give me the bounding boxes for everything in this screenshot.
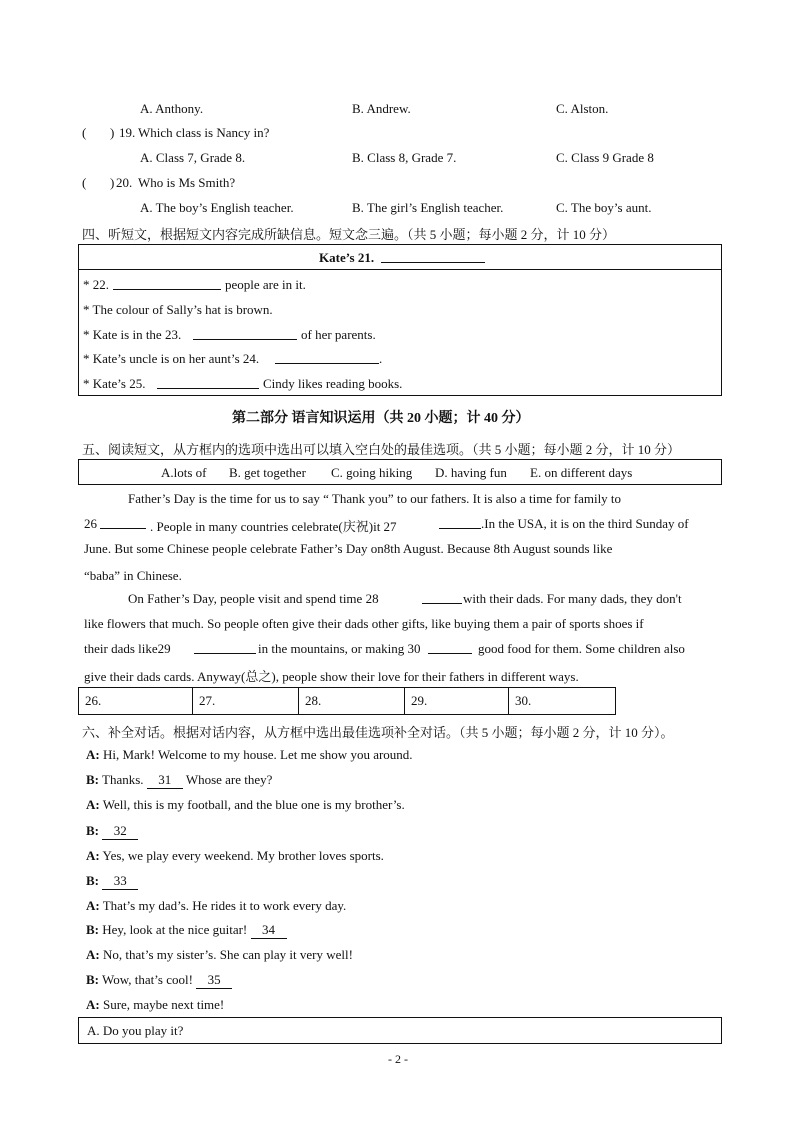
dialogue-text: Wow, that’s cool! xyxy=(102,972,193,987)
blank-34[interactable]: 34 xyxy=(251,922,287,939)
passage-p1-line2c: .In the USA, it is on the third Sunday of xyxy=(481,516,689,531)
dialogue-line xyxy=(86,797,405,813)
passage-p1-line1: Father’s Day is the time for us to say “ Thank you” to our fathers. It is also a time for family to xyxy=(128,491,622,506)
speaker: B: xyxy=(86,772,99,787)
option-a: A. Do you play it? xyxy=(87,1023,184,1038)
dialogue-line xyxy=(86,922,287,939)
q20-paren-close: ) xyxy=(110,175,115,190)
q18-option-a: A. Anthony. xyxy=(140,101,204,116)
answer-cell[interactable] xyxy=(79,688,193,714)
blank-29[interactable] xyxy=(194,641,256,654)
box-divider xyxy=(79,269,721,270)
answer-cell-label: 26. xyxy=(85,693,102,708)
speaker: B: xyxy=(86,922,99,937)
dialogue-text: That’s my dad’s. He rides it to work every day. xyxy=(102,898,347,913)
passage-p2-line1a: On Father’s Day, people visit and spend time 28 xyxy=(128,591,379,606)
line-25-after: Cindy likes reading books. xyxy=(263,376,403,391)
dialogue-line xyxy=(86,772,272,789)
section4-heading: 四、听短文，根据短文内容完成所缺信息。短文念三遍。（共 5 小题；每小题 2 分，计 10 分） xyxy=(82,227,616,242)
passage-p1-line4: “baba” in Chinese. xyxy=(84,568,182,583)
answer-cell[interactable] xyxy=(193,688,299,714)
answer-cell[interactable] xyxy=(405,688,509,714)
passage-p1-line2b: . People in many countries celebrate(庆祝)it 27 xyxy=(150,519,397,534)
line-22-before: * 22. xyxy=(83,277,109,292)
box-title: Kate’s 21. xyxy=(319,250,375,265)
dialogue-text: Hey, look at the nice guitar! xyxy=(102,922,248,937)
line-24-after: . xyxy=(379,351,383,366)
q20-paren-open: ( xyxy=(82,175,87,190)
blank-23[interactable] xyxy=(193,327,297,340)
dialogue-text: No, that’s my sister’s. She can play it very well! xyxy=(102,947,353,962)
blank-27[interactable] xyxy=(439,516,481,529)
passage-26-label: 26 xyxy=(84,516,97,531)
section6-heading: 六、补全对话。根据对话内容，从方框中选出最佳选项补全对话。（共 5 小题；每小题 2 分，计 10 分）。 xyxy=(82,725,674,740)
line-22-after: people are in it. xyxy=(225,277,306,292)
dialogue-text: Well, this is my football, and the blue one is my brother’s. xyxy=(102,797,405,812)
answer-cell-label: 27. xyxy=(199,693,216,708)
q20-number: 20. xyxy=(116,175,133,190)
line-25-before: * Kate’s 25. xyxy=(83,376,146,391)
passage-p1-line3: June. But some Chinese people celebrate Father’s Day on8th August. Because 8th August sounds like xyxy=(84,541,613,556)
dialogue-line xyxy=(86,848,384,864)
speaker: A: xyxy=(86,898,100,913)
blank-22[interactable] xyxy=(113,277,221,290)
q19-question: Which class is Nancy in? xyxy=(138,125,270,140)
passage-p2-line3a: their dads like29 xyxy=(84,641,171,656)
passage-p2-line2: like flowers that much. So people often give their dads other gifts, like buying them a pair of sports shoes if xyxy=(84,616,644,631)
passage-p2-line3b: in the mountains, or making 30 xyxy=(258,641,421,656)
option-a: A.lots of xyxy=(161,465,207,480)
q18-option-c: C. Alston. xyxy=(556,101,609,116)
blank-25[interactable] xyxy=(157,376,259,389)
q20-option-c: C. The boy’s aunt. xyxy=(556,200,652,215)
option-b: B. get together xyxy=(229,465,306,480)
passage-p2-line4: give their dads cards. Anyway(总之), people show their love for their fathers in different ways. xyxy=(84,669,579,684)
line-23-before: * Kate is in the 23. xyxy=(83,327,182,342)
blank-24[interactable] xyxy=(275,351,379,364)
option-e: E. on different days xyxy=(530,465,633,480)
line-hat: * The colour of Sally’s hat is brown. xyxy=(83,302,273,317)
section6-options-box xyxy=(78,1017,722,1044)
line-24-before: * Kate’s uncle is on her aunt’s 24. xyxy=(83,351,260,366)
answer-cell-label: 28. xyxy=(305,693,322,708)
blank-30[interactable] xyxy=(428,641,472,654)
speaker: A: xyxy=(86,747,100,762)
page-number: - 2 - xyxy=(388,1052,408,1066)
q19-option-b: B. Class 8, Grade 7. xyxy=(352,150,457,165)
answer-cell[interactable] xyxy=(299,688,405,714)
speaker: B: xyxy=(86,823,99,838)
answer-cell[interactable] xyxy=(509,688,614,714)
dialogue-text: Sure, maybe next time! xyxy=(102,997,225,1012)
blank-21[interactable] xyxy=(381,250,485,263)
q20-question: Who is Ms Smith? xyxy=(138,175,236,190)
q19-paren-close: ) xyxy=(110,125,115,140)
dialogue-line xyxy=(86,997,224,1013)
blank-32[interactable]: 32 xyxy=(102,823,138,840)
blank-33[interactable]: 33 xyxy=(102,873,138,890)
dialogue-text: Whose are they? xyxy=(185,772,273,787)
q19-option-a: A. Class 7, Grade 8. xyxy=(140,150,246,165)
q20-option-b: B. The girl’s English teacher. xyxy=(352,200,504,215)
section5-heading: 五、阅读短文，从方框内的选项中选出可以填入空白处的最佳选项。（共 5 小题；每小题 2 分，计 10 分） xyxy=(82,442,681,457)
q19-option-c: C. Class 9 Grade 8 xyxy=(556,150,654,165)
section5-options-box xyxy=(78,459,722,485)
dialogue-line xyxy=(86,747,413,763)
answer-cell-label: 29. xyxy=(411,693,428,708)
blank-26[interactable] xyxy=(100,516,146,529)
speaker: A: xyxy=(86,947,100,962)
option-c: C. going hiking xyxy=(331,465,413,480)
dialogue-text: Hi, Mark! Welcome to my house. Let me show you around. xyxy=(102,747,413,762)
line-23-after: of her parents. xyxy=(301,327,376,342)
dialogue-line xyxy=(86,898,346,914)
q20-option-a: A. The boy’s English teacher. xyxy=(140,200,294,215)
answer-cell-label: 30. xyxy=(515,693,532,708)
dialogue-line xyxy=(86,947,353,963)
part2-heading: 第二部分 语言知识运用（共 20 小题；计 40 分） xyxy=(232,411,530,426)
dialogue-line xyxy=(86,972,232,989)
speaker: A: xyxy=(86,848,100,863)
speaker: B: xyxy=(86,972,99,987)
passage-p2-line3c: good food for them. Some children also xyxy=(478,641,685,656)
speaker: A: xyxy=(86,997,100,1012)
blank-35[interactable]: 35 xyxy=(196,972,232,989)
passage-p2-line1b: with their dads. For many dads, they don't xyxy=(463,591,682,606)
dialogue-line xyxy=(86,823,138,840)
option-d: D. having fun xyxy=(435,465,507,480)
speaker: B: xyxy=(86,873,99,888)
q18-option-b: B. Andrew. xyxy=(352,101,411,116)
blank-31[interactable]: 31 xyxy=(147,772,183,789)
dialogue-line xyxy=(86,873,138,890)
dialogue-text: Yes, we play every weekend. My brother loves sports. xyxy=(102,848,384,863)
speaker: A: xyxy=(86,797,100,812)
dialogue-text: Thanks. xyxy=(102,772,144,787)
section4-box xyxy=(78,244,722,396)
q19-number: 19. xyxy=(119,125,136,140)
q19-paren-open: ( xyxy=(82,125,87,140)
answer-cells-table xyxy=(78,687,616,715)
blank-28[interactable] xyxy=(422,591,462,604)
